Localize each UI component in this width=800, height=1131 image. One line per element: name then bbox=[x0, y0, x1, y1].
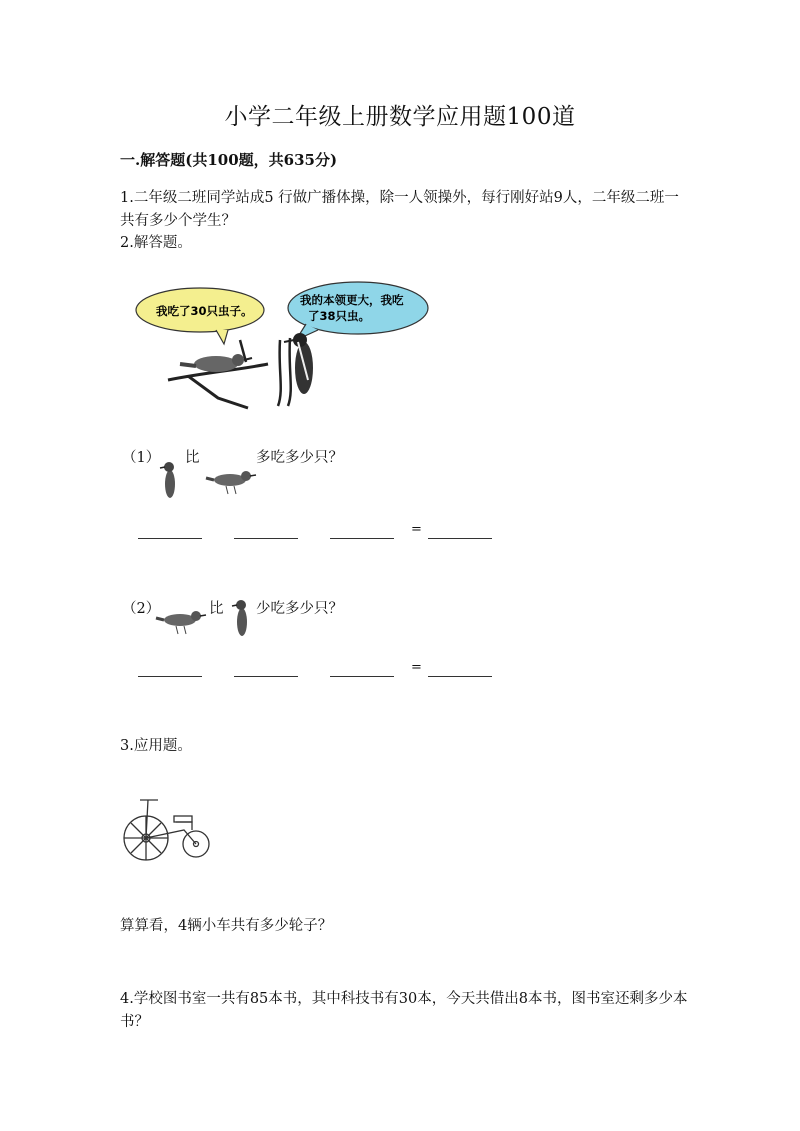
part-1-tail: 多吃多少只？ bbox=[256, 450, 343, 466]
woodpecker-small-icon bbox=[158, 456, 182, 502]
tricycle-icon bbox=[118, 792, 218, 864]
part-1-number: （1） bbox=[122, 450, 161, 466]
part-2-bi: 比 bbox=[209, 601, 224, 617]
equals-sign-1: = bbox=[411, 522, 422, 537]
answer-blank-2b[interactable] bbox=[234, 676, 298, 677]
answer-blank-2d[interactable] bbox=[428, 676, 492, 677]
speech-bubble-right bbox=[288, 282, 428, 340]
bubble-right-text-2: 了38只虫。 bbox=[308, 309, 371, 323]
answer-blank-2c[interactable] bbox=[330, 676, 394, 677]
question-2-label: 2.解答题。 bbox=[120, 235, 192, 251]
bubble-right-text-1: 我的本领更大，我吃 bbox=[300, 293, 404, 307]
answer-blank-1a[interactable] bbox=[138, 538, 202, 539]
tree-trunk-icon bbox=[278, 338, 291, 406]
sparrow-small-icon-2 bbox=[154, 606, 208, 636]
bubble-left-text: 我吃了30只虫子。 bbox=[156, 304, 253, 318]
answer-blank-2a[interactable] bbox=[138, 676, 202, 677]
part-2-number: （2） bbox=[122, 601, 161, 617]
page-title: 小学二年级上册数学应用题100道 bbox=[224, 104, 576, 130]
woodpecker-icon bbox=[284, 333, 313, 394]
birds-illustration bbox=[128, 280, 438, 410]
answer-blank-1c[interactable] bbox=[330, 538, 394, 539]
section-heading: 一.解答题(共100题，共635分) bbox=[120, 151, 338, 169]
question-3-label: 3.应用题。 bbox=[120, 738, 192, 754]
part-1-bi: 比 bbox=[185, 450, 200, 466]
question-3-text: 算算看，4辆小车共有多少轮子？ bbox=[120, 918, 333, 934]
woodpecker-small-icon-2 bbox=[230, 594, 254, 640]
equals-sign-2: = bbox=[411, 660, 422, 675]
question-4: 4.学校图书室一共有85本书，其中科技书有30本，今天共借出8本书，图书室还剩多少本书？ bbox=[120, 991, 688, 1030]
speech-bubble-left bbox=[136, 288, 264, 344]
part-2-tail: 少吃多少只？ bbox=[256, 601, 343, 617]
question-1: 1.二年级二班同学站成5 行做广播体操，除一人领操外，每行刚好站9人，二年级二班一共有多少个学生？ bbox=[120, 190, 679, 229]
sparrow-small-icon bbox=[204, 466, 258, 496]
answer-blank-1d[interactable] bbox=[428, 538, 492, 539]
answer-blank-1b[interactable] bbox=[234, 538, 298, 539]
